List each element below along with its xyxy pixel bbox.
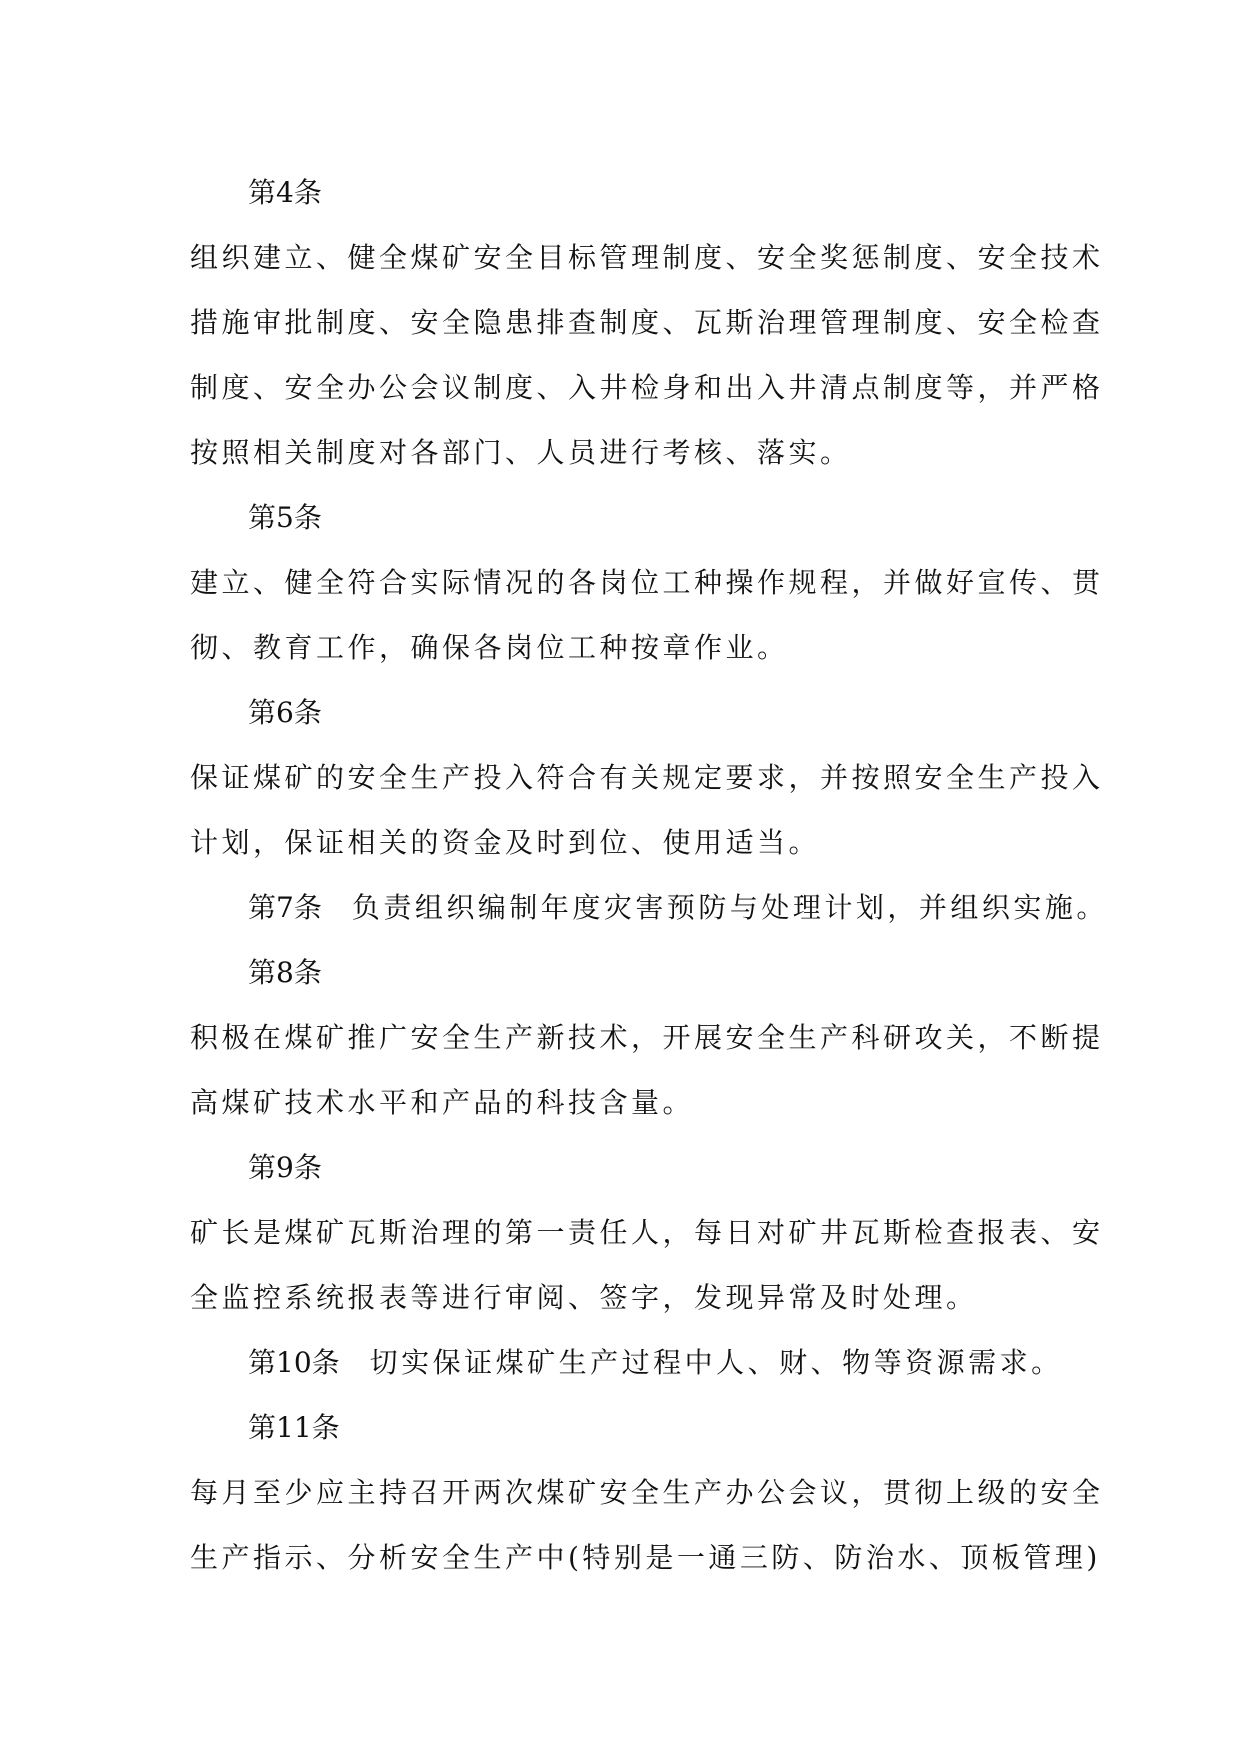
- article-text-line: 高煤矿技术水平和产品的科技含量。: [190, 1086, 695, 1119]
- article-heading: [190, 1135, 1050, 1200]
- article-heading: [190, 680, 1050, 745]
- article-text-line: 彻、教育工作，确保各岗位工种按章作业。: [190, 631, 789, 664]
- article-inline-text: 切实保证煤矿生产过程中人、财、物等资源需求。: [369, 1346, 1063, 1379]
- article-4: [190, 160, 1104, 485]
- article-6: [190, 680, 1104, 875]
- article-5: [190, 485, 1104, 680]
- article-text-line: 措施审批制度、安全隐患排查制度、瓦斯治理管理制度、安全检查: [190, 306, 1104, 339]
- article-text-line: 计划，保证相关的资金及时到位、使用适当。: [190, 826, 821, 859]
- article-number: 第11条: [248, 1411, 340, 1444]
- document-page: [190, 160, 1108, 1590]
- article-number: 第8条: [248, 956, 322, 989]
- article-heading: [190, 1330, 1063, 1395]
- article-text-line: 矿长是煤矿瓦斯治理的第一责任人，每日对矿井瓦斯检查报表、安: [190, 1216, 1104, 1249]
- article-10: [190, 1330, 1063, 1395]
- article-number: 第5条: [248, 501, 322, 534]
- article-text-line: 按照相关制度对各部门、人员进行考核、落实。: [190, 436, 852, 469]
- article-text-line: 制度、安全办公会议制度、入井检身和出入井清点制度等，并严格: [190, 371, 1104, 404]
- article-text-line: 积极在煤矿推广安全生产新技术，开展安全生产科研攻关，不断提: [190, 1021, 1104, 1054]
- article-heading: [190, 1395, 1050, 1460]
- article-heading: [190, 875, 1108, 940]
- article-heading: [190, 160, 1050, 225]
- article-number: 第4条: [248, 176, 322, 209]
- article-9: [190, 1135, 1104, 1330]
- article-text-line: 全监控系统报表等进行审阅、签字，发现异常及时处理。: [190, 1281, 978, 1314]
- article-inline-text: 负责组织编制年度灾害预防与处理计划，并组织实施。: [351, 891, 1108, 924]
- article-11: [190, 1395, 1104, 1590]
- article-text-line: 组织建立、健全煤矿安全目标管理制度、安全奖惩制度、安全技术: [190, 241, 1104, 274]
- article-heading: [190, 485, 1050, 550]
- article-text-line: 建立、健全符合实际情况的各岗位工种操作规程，并做好宣传、贯: [190, 566, 1104, 599]
- article-number: 第9条: [248, 1151, 322, 1184]
- article-text-line: 每月至少应主持召开两次煤矿安全生产办公会议，贯彻上级的安全: [190, 1476, 1104, 1509]
- article-number: 第6条: [248, 696, 322, 729]
- article-number: 第7条: [248, 891, 322, 924]
- article-text-line: 生产指示、分析安全生产中(特别是一通三防、防治水、顶板管理): [190, 1541, 1101, 1574]
- article-8: [190, 940, 1104, 1135]
- article-heading: [190, 940, 1050, 1005]
- article-text-line: 保证煤矿的安全生产投入符合有关规定要求，并按照安全生产投入: [190, 761, 1104, 794]
- article-number: 第10条: [248, 1346, 340, 1379]
- article-7: [190, 875, 1108, 940]
